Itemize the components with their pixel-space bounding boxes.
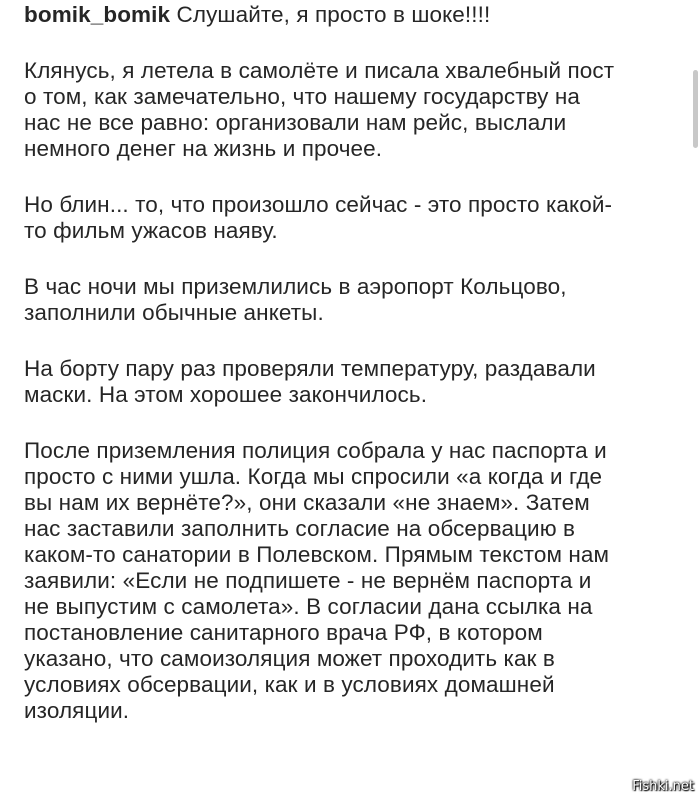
caption-paragraph [24,438,674,724]
caption-line: маски. На этом хорошее закончилось. [24,382,428,407]
caption-line: немного денег на жизнь и прочее. [24,136,383,161]
caption-line: то фильм ужасов наяву. [24,218,278,243]
caption-line: На борту пару раз проверяли температуру, раздавали [24,356,596,381]
post-caption [24,2,674,754]
caption-first-line [24,2,674,28]
watermark-logo: Fishki.net [632,779,694,794]
caption-paragraph [24,58,674,162]
caption-line: нас заставили заполнить согласие на обсервацию в [24,516,576,541]
caption-line: каком-то санатории в Полевском. Прямым текстом нам [24,542,610,567]
caption-line: вы нам их вернёте?», они сказали «не знаем». Затем [24,490,590,515]
caption-line: указано, что самоизоляция может проходить как в [24,646,555,671]
caption-line: заявили: «Если не подпишете - не вернём паспорта и [24,568,592,593]
username-link[interactable]: bomik_bomik [24,2,171,27]
caption-line: Клянусь, я летела в самолёте и писала хвалебный пост [24,58,615,83]
scrollbar-thumb[interactable] [693,70,698,148]
caption-line: В час ночи мы приземлились в аэропорт Кольцово, [24,274,567,299]
caption-line: Но блин... то, что произошло сейчас - это просто какой- [24,192,613,217]
caption-paragraph [24,192,674,244]
caption-line: о том, как замечательно, что нашему государству на [24,84,581,109]
caption-line: не выпустим с самолета». В согласии дана ссылка на [24,594,593,619]
caption-intro-text: Слушайте, я просто в шоке!!!! [176,2,491,27]
caption-line: заполнили обычные анкеты. [24,300,324,325]
caption-paragraph [24,356,674,408]
caption-paragraph [24,274,674,326]
caption-line: постановление санитарного врача РФ, в котором [24,620,543,645]
caption-line: изоляции. [24,698,130,723]
caption-line: нас не все равно: организовали нам рейс, выслали [24,110,567,135]
caption-line: условиях обсервации, как и в условиях домашней [24,672,555,697]
caption-line: После приземления полиция собрала у нас паспорта и [24,438,607,463]
caption-line: просто с ними ушла. Когда мы спросили «а когда и где [24,464,603,489]
